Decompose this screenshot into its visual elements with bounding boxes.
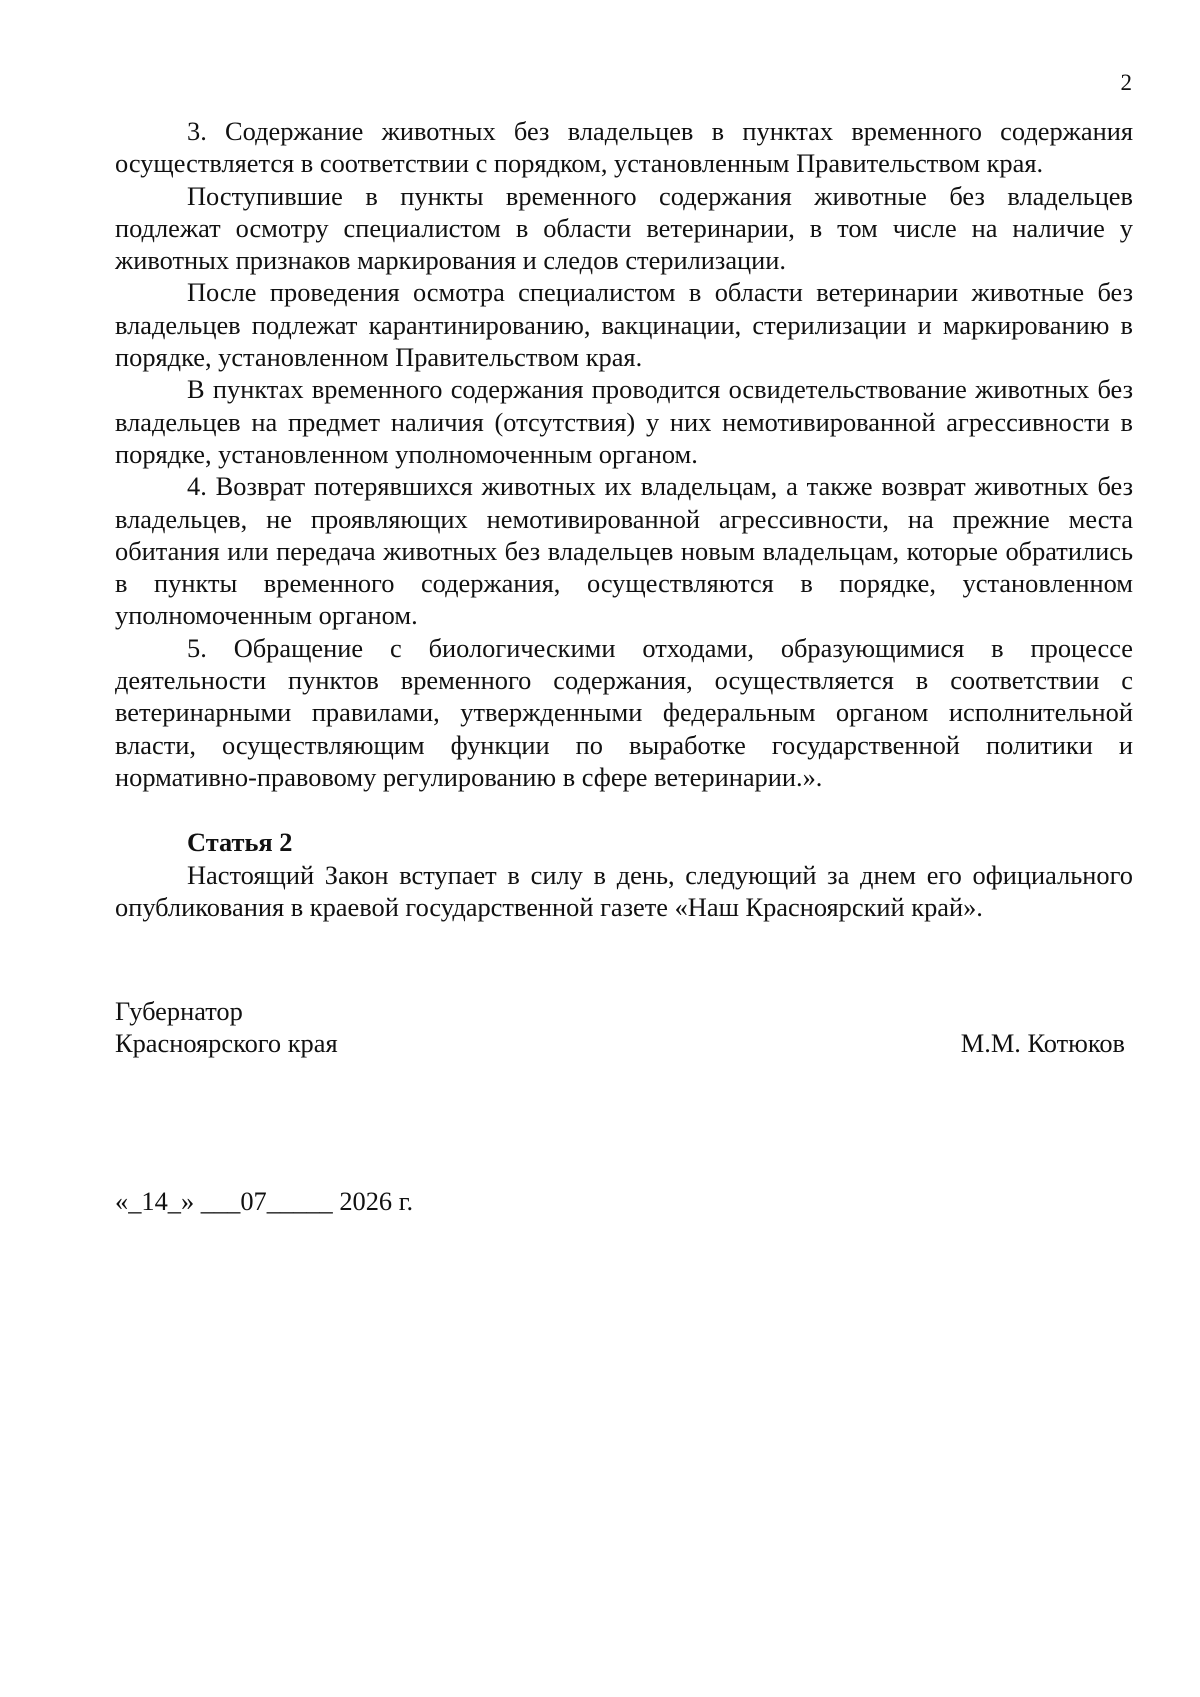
paragraph-item-4: 4. Возврат потерявшихся животных их владельцам, а также возврат животных без владельцев, не проявляющих немотивированной агрессивности, на прежние места обитания или передача животных без владельцев новым владельцам, которые обратились в пункты временного содержания, осуществляются в порядке, установленном уполномоченным органом.: [115, 471, 1133, 631]
paragraph-inspection: Поступившие в пункты временного содержания животные без владельцев подлежат осмотру специалистом в области ветеринарии, в том числе на наличие у животных признаков маркирования и следов стерилизации.: [115, 180, 1133, 276]
paragraph-aggression-examination: В пунктах временного содержания проводится освидетельствование животных без владельцев на предмет наличия (отсутствия) у них немотивированной агрессивности в порядке, установленном уполномоченным органом.: [115, 374, 1133, 469]
signature-block: [115, 995, 1125, 1060]
signature-line: [115, 1027, 1125, 1059]
article-heading: Статья 2: [187, 827, 293, 858]
paragraph-quarantine: После проведения осмотра специалистом в области ветеринарии животные без владельцев подлежат карантинированию, вакцинации, стерилизации и маркированию в порядке, установленном Правительством края.: [115, 277, 1133, 373]
paragraph-item-3: 3. Содержание животных без владельцев в пунктах временного содержания осуществляется в соответствии с порядком, установленным Правительством края.: [115, 116, 1133, 179]
signature-title-line1: Губернатор: [115, 996, 243, 1026]
document-date: «_14_» ___07_____ 2026 г.: [115, 1186, 414, 1216]
paragraph-item-5: 5. Обращение с биологическими отходами, образующимися в процессе деятельности пунктов временного содержания, осуществляется в соответствии с ветеринарными правилами, утвержденными федеральным органом исполнительной власти, осуществляющим функции по выработке государственной политики и нормативно-правовому регулированию в сфере ветеринарии.».: [115, 632, 1133, 792]
signature-title-line2: Красноярского края: [115, 1028, 338, 1059]
article-text: Настоящий Закон вступает в силу в день, следующий за днем его официального опубликования в краевой государственной газете «Наш Красноярский край».: [115, 859, 1133, 922]
document-body: [115, 115, 1133, 923]
signatory-name: М.М. Котюков: [960, 1028, 1125, 1059]
page-number: 2: [1120, 70, 1132, 95]
